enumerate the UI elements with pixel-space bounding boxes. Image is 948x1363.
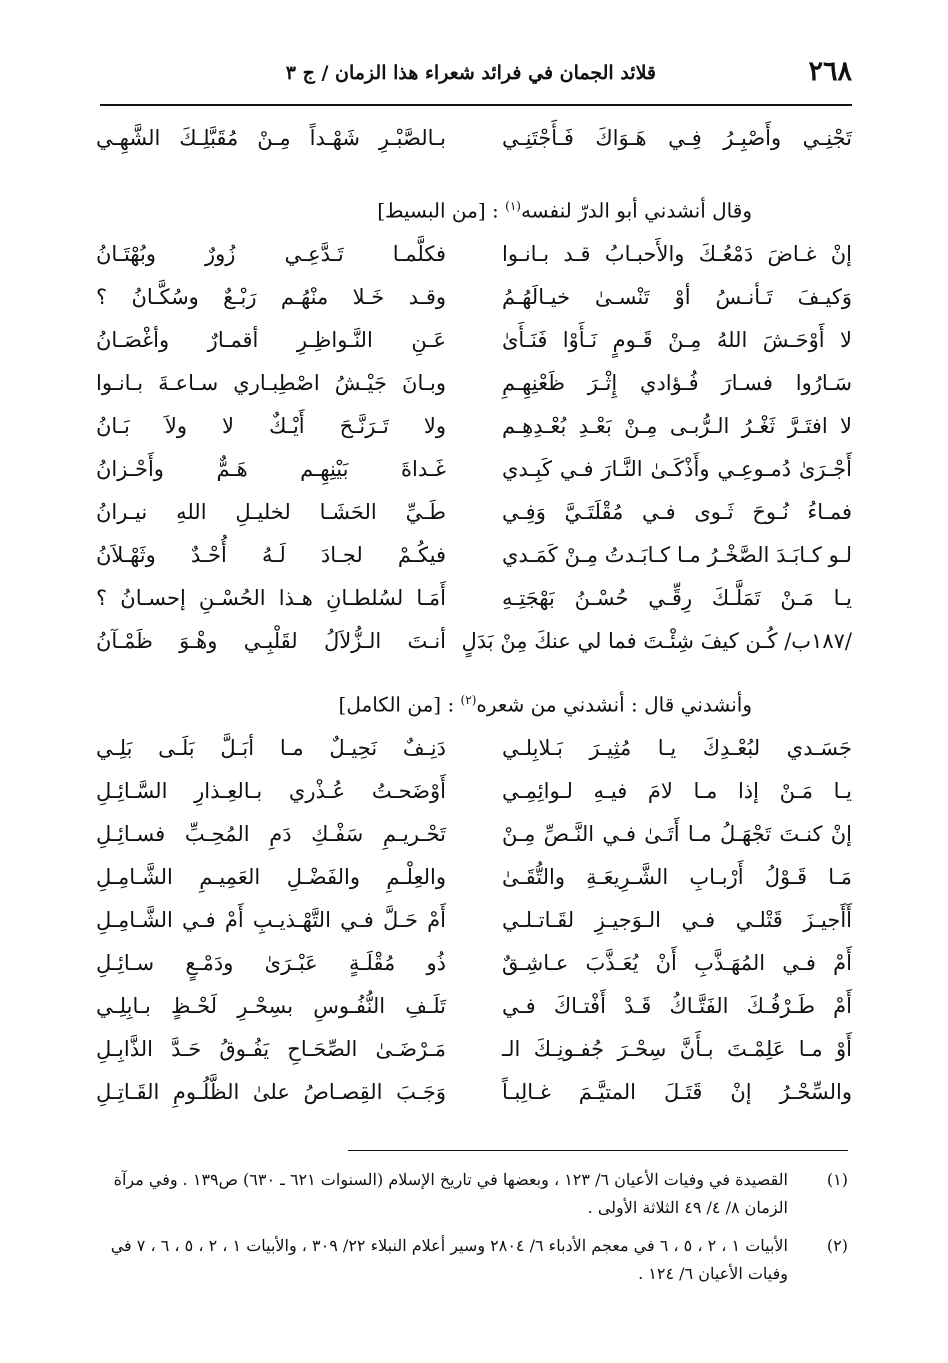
hemistich-second: أَمَـا لسُلطـانِ هـذا الحُسْـنِ إحسـانُ ؟ (96, 586, 446, 610)
verse-row (96, 578, 852, 618)
poem-intro (96, 186, 852, 231)
verse-row (96, 449, 852, 489)
hemistich-first: أَجْـرَىٰ دُمـوعِـي وأَذْكَـىٰ النَّـارَ فـي كَبِـدي (502, 457, 852, 481)
verse-row (96, 320, 852, 360)
footnote-ref: (٢) (460, 693, 477, 707)
hemistich-second: أَمْ حَـلَّ فـي التَّهْـذيـبِ أَمْ فـي الشَّـامِـلِ (96, 908, 446, 932)
hemistich-second: طَـيِّ الحَشَـا لخليـلِ اللهِ نيـرانُ (96, 500, 446, 524)
meter-label: : [من البسيط] (377, 198, 499, 223)
hemistich-second: بـالصَّبْـرِ شَهْـداً مِـنْ مُقَبَّلِـكَ الشَّهِـي (96, 126, 446, 150)
hemistich-first: إنْ غـاضَ دَمْعُـكَ والأَحبـابُ قـد بـانـوا (502, 242, 852, 266)
verse-row (96, 857, 852, 897)
header-divider (100, 104, 852, 106)
verse-row (96, 728, 852, 768)
hemistich-second: فيكُـمْ لجـادَ لَـهُ أُحْـدٌ وثَهْـلاَنُ (96, 543, 446, 567)
hemistich-first: مَـا قَـوْلُ أَرْبـابِ الشَّـرِيعَـةِ والتُّقَـىٰ (502, 865, 852, 889)
hemistich-first: جَسَـدي لبُعْـدِكَ يـا مُثِيـرَ بَـلابِلـي (502, 736, 852, 760)
verse-row (96, 406, 852, 446)
hemistich-second: والعِلْـمِ والفَضْـلِ العَمِيـمِ الشَّـامِـلِ (96, 865, 446, 889)
hemistich-first: أَمْ فـي المُهَـذَّبِ أَنْ يُعَـذَّبَ عـاشِـقٌ (502, 951, 852, 975)
hemistich-first: والسِّحْـرُ إنْ قَتَـلَ المتيَّـمَ غـالِبـاً (502, 1080, 852, 1104)
footnote-divider (348, 1150, 848, 1151)
verse-row (96, 943, 852, 983)
hemistich-second: تَلَـفِ النُّفُـوسِ بسِحْـرِ لَحْـظٍ بـابِلِـي (96, 994, 446, 1018)
hemistich-second: تَحْـريـمِ سَفْـكِ دَمِ المُحِـبِّ فسـائِـلِ (96, 822, 446, 846)
verse-row (96, 1072, 852, 1112)
hemistich-second: فكلَّمـا تَـدَّعِـي زُورٌ وبُهْتَـانُ (96, 242, 446, 266)
verse-row (96, 986, 852, 1026)
hemistich-second: وَجَـبَ القِصـاصُ علىٰ الظَّلُـومِ القَـاتِـلِ (96, 1080, 446, 1104)
footnote (100, 1232, 848, 1288)
hemistich-first: إنْ كنـتَ تَجْهَـلُ مـا أَتَـىٰ فـي النَّـصِّ مِـنْ (502, 822, 852, 846)
hemistich-second: أَوْضَحـتُ عُـذْري بـالعِـذارِ السَّـائِـلِ (96, 779, 446, 803)
verse-row (96, 900, 852, 940)
hemistich-second: وبـانَ جَيْـشُ اصْطِبـاري سـاعـةَ بـانـوا (96, 371, 446, 395)
verse-row (96, 234, 852, 274)
hemistich-second: عَـنِ النَّـواظِـرِ أقمـارٌ وأغْصَـانُ (96, 328, 446, 352)
hemistich-first: سَـارُوا فسـارَ فُـؤادي إِثْـرَ ظَعْنِهِـمِ (502, 371, 852, 395)
hemistich-first: يـا مَـنْ تَمَلَّـكَ رِقِّـي حُسْـنُ بَهْجَتِـهِ (502, 586, 852, 610)
hemistich-first: لـو كـابَـدَ الصَّخْـرُ مـا كـابَـدتُ مِـنْ كَمَـدي (502, 543, 852, 567)
footnote-text: القصيدة في وفيات الأعيان ٦/ ١٢٣ ، وبعضها في تاريخ الإسلام (السنوات ٦٢١ ـ ٦٣٠) ص١٣٩ . وفي مرآة الزمان ٨/ ٤/ ٤٩ الثلاثة الأولى . (113, 1170, 788, 1217)
hemistich-second: مَـرْضَـىٰ الصِّحَـاحِ يَفُـوقُ حَـدَّ الذَّابِـلِ (96, 1037, 446, 1061)
hemistich-second: ولا تَـرَنَّـحَ أَيْـكٌ لا ولاَ بَـانُ (96, 414, 446, 438)
hemistich-second: ذُو مُقْلَـةٍ عَبْـرَىٰ ودَمْـعٍ سـائِـلِ (96, 951, 446, 975)
verse-row (96, 621, 852, 661)
verse-row (96, 771, 852, 811)
intro-text: وقال أنشدني أبو الدرّ لنفسه (520, 198, 752, 223)
page-header (100, 56, 852, 100)
hemistich-first: فمـاءُ نُـوحَ ثَـوى فـي مُقْلَتَـيَّ وَفِـي (502, 500, 852, 524)
hemistich-first: لا افتَـرَّ ثَغْـرُ الـرُّبـى مِـنْ بَعْـدِ بُعْـدِهِـم (502, 414, 852, 438)
hemistich-first: وَكيـفَ تَـأنـسُ أوْ تَنْسـىٰ خيـالَهُـمُ (502, 285, 852, 309)
hemistich-second: دَنِـفٌ نَحِيـلٌ مـا أبَـلَّ بَلَـى بَلِـي (96, 736, 446, 760)
hemistich-second: غَـداةَ بَيْنِهِـم هَـمٌّ وأَحْـزانُ (96, 457, 446, 481)
footnote-number: (١) (826, 1170, 848, 1189)
verse-row (96, 492, 852, 532)
verse-row (96, 535, 852, 575)
hemistich-second: وقـد خَـلا منْهُـم رَبْـعٌ وسُكَّـانُ ؟ (96, 285, 446, 309)
meter-label: : [من الكامل] (338, 692, 455, 717)
footnote-text: الأبيات ١ ، ٢ ، ٥ ، ٦ في معجم الأدباء ٦/ ٢٨٠٤ وسير أعلام النبلاء ٢٢/ ٣٠٩ ، والأبيات ١ ، ٢ ، ٥ ، ٦ ، ٧ في وفيات الأعيان ٦/ ١٢٤ . (110, 1236, 788, 1283)
footnote (100, 1166, 848, 1222)
verse-row (96, 118, 852, 158)
footnote-number: (٢) (826, 1236, 848, 1255)
hemistich-first: تَجْنِـي وأَصْبِـرُ فِـي هَـوَاكَ فَـأَجْتَنِـي (502, 126, 852, 150)
intro-text: وأنشدني قال : أنشدني من شعره (476, 692, 752, 717)
hemistich-second: أنـتَ الـزُّلاَلُ لقَلْبِـي وهْـوَ ظَمْـآنُ (96, 629, 446, 653)
hemistich-first: يـا مَـنْ إذا مـا لامَ فيـهِ لـوائِمِـي (502, 779, 852, 803)
verse-row (96, 1029, 852, 1069)
hemistich-first: أَأَجيـزَ قَتْلـي فـي الـوَجيـزِ لقَـاتـلـي (502, 908, 852, 932)
footnote-ref: (١) (505, 199, 521, 213)
hemistich-first: أَمْ طَـرْفُـكَ الفَتَّـاكُ قَـدْ أَفْتـاكَ فـي (502, 994, 852, 1018)
hemistich-first: /١٨٧ب/ كُـن كيفَ شِئْـتَ فما لي عنكَ مِنْ بَدَلٍ (461, 629, 852, 653)
verse-row (96, 814, 852, 854)
poem-intro (96, 680, 852, 725)
running-title: قلائد الجمان في فرائد شعراء هذا الزمان / ج ٣ (285, 62, 656, 84)
verse-row (96, 277, 852, 317)
hemistich-first: أَوْ مـا عَلِمْـتَ بـأَنَّ سِحْـرَ جُفـونِـكَ الـ (502, 1037, 852, 1061)
hemistich-first: لا أَوْحَـشَ اللهُ مِـنْ قَـومٍ نَـأَوْا فَنَـأَىٰ (502, 328, 852, 352)
verse-row (96, 363, 852, 403)
page-number: ٢٦٨ (808, 56, 852, 87)
